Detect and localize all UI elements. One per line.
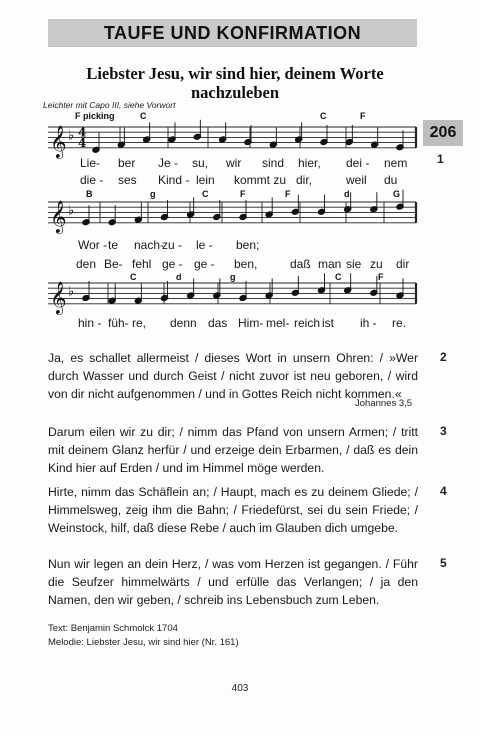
chord-symbol: F — [240, 189, 246, 199]
flat-sign: ♭ — [68, 128, 75, 144]
stanza-number-4: 4 — [440, 484, 447, 498]
lyric-syllable: daß — [290, 257, 311, 271]
lyric-syllable: re. — [392, 316, 407, 330]
credits-text: Text: Benjamin Schmolck 1704 — [48, 623, 178, 634]
credits-melody: Melodie: Liebster Jesu, wir sind hier (Nr. 161) — [48, 637, 239, 648]
lyric-syllable: le - — [196, 238, 213, 252]
treble-clef: 𝄞 — [50, 280, 67, 314]
lyric-syllable: mel- — [266, 316, 290, 330]
treble-clef: 𝄞 — [50, 199, 67, 233]
chord-symbol: g — [150, 189, 156, 199]
treble-clef: 𝄞 — [50, 124, 67, 158]
lyric-syllable: re, — [132, 316, 147, 330]
lyric-syllable: ben, — [234, 257, 258, 271]
lyric-syllable: hin - — [78, 316, 102, 330]
verse-2-reference: Johannes 3,5 — [355, 398, 413, 409]
lyric-syllable: reich — [294, 316, 321, 330]
lyric-syllable: Lie- — [80, 156, 101, 170]
lyric-syllable: nach- — [134, 238, 165, 252]
chord-symbol: F — [285, 189, 291, 199]
lyric-syllable: su, — [192, 156, 209, 170]
time-signature-bottom: 4 — [78, 135, 87, 150]
lyric-syllable: ben; — [236, 238, 260, 252]
lyric-syllable: das — [208, 316, 228, 330]
lyric-syllable: zu - — [162, 238, 183, 252]
lyric-syllable: sind — [262, 156, 285, 170]
song-number-badge: 206 — [423, 120, 463, 146]
stanza-number-2: 2 — [440, 350, 447, 364]
lyric-syllable: ge - — [162, 257, 183, 271]
stanza-number-5: 5 — [440, 556, 447, 570]
lyric-syllable: ist — [322, 316, 334, 330]
chord-symbol: C — [320, 111, 327, 121]
flat-sign: ♭ — [68, 284, 75, 300]
lyric-syllable: hier, — [298, 156, 321, 170]
chord-symbol: g — [230, 272, 236, 282]
lyric-syllable: Him- — [238, 316, 264, 330]
chord-symbol: C — [335, 272, 342, 282]
lyric-syllable: ge - — [194, 257, 215, 271]
lyric-syllable: ih - — [360, 316, 377, 330]
page-number: 403 — [231, 683, 249, 694]
lyric-syllable: te — [108, 238, 119, 252]
section-header: TAUFE UND KONFIRMATION — [103, 23, 362, 43]
lyric-syllable: dei - — [346, 156, 370, 170]
lyric-syllable: sie — [346, 257, 362, 271]
lyric-syllable: fehl — [132, 257, 152, 271]
flat-sign: ♭ — [68, 203, 75, 219]
lyric-syllable: man — [318, 257, 342, 271]
arrangement-note: Leichter mit Capo III, siehe Vorwort — [43, 100, 176, 110]
chord-symbol: d — [176, 272, 182, 282]
chord-symbol: B — [86, 189, 93, 199]
lyric-syllable: Kind - — [158, 173, 190, 187]
lyric-syllable: dir — [396, 257, 410, 271]
chord-symbol: d — [344, 189, 350, 199]
chord-symbol: F picking — [75, 111, 115, 121]
lyric-syllable: wir — [226, 156, 242, 170]
chord-symbol: F — [360, 111, 366, 121]
verse-3: Darum eilen wir zu dir; / nimm das Pfand von unsern Armen; / tritt mit deinem Glanz herfür / und erzeige dein Erbarmen, / daß es dein Kind hier auf Erden / und im Himmel möge werden. — [48, 425, 418, 475]
lyric-syllable: den — [76, 257, 97, 271]
stanza-number-3: 3 — [440, 424, 447, 438]
lyric-syllable: ses — [118, 173, 137, 187]
lyric-syllable: weil — [346, 173, 367, 187]
chord-symbol: G — [393, 189, 401, 199]
lyric-syllable: Be- — [104, 257, 123, 271]
lyric-syllable: ber — [118, 156, 136, 170]
lyric-syllable: denn — [170, 316, 197, 330]
lyric-syllable: zu — [370, 257, 383, 271]
chord-symbol: C — [202, 189, 209, 199]
lyric-syllable: lein — [196, 173, 215, 187]
lyric-syllable: Je - — [158, 156, 179, 170]
lyric-syllable: füh- — [108, 316, 129, 330]
lyric-syllable: dir, — [296, 173, 313, 187]
chord-symbol: C — [130, 272, 137, 282]
chord-symbol: C — [140, 111, 147, 121]
time-signature-top: 4 — [78, 125, 87, 140]
credits — [48, 622, 239, 650]
lyric-syllable: du — [384, 173, 398, 187]
lyric-syllable: nem — [384, 156, 408, 170]
lyric-syllable: die - — [80, 173, 104, 187]
verse-4: Hirte, nimm das Schäflein an; / Haupt, mach es zu deinem Gliede; / Himmelsweg, zeig ihm die Bahn; / Friedefürst, sei du sein Friede; / Weinstock, hilf, daß diese Rebe / auch im Glauben dich umgebe. — [48, 485, 418, 535]
music-staves — [0, 0, 480, 340]
stanza-number-1: 1 — [437, 152, 444, 166]
song-title: Liebster Jesu, wir sind hier, deinem Worte nachzuleben — [86, 64, 384, 102]
lyric-syllable: kommt zu — [234, 173, 287, 187]
chord-symbol: F — [378, 272, 384, 282]
verse-5: Nun wir legen an dein Herz, / was vom Herzen ist gegangen. / Führ die Seufzer himmelwärts / und erfülle das Verlangen; / ja den Namen, den wir geben, / schreib ins Lebensbuch zum Leben. — [48, 557, 418, 607]
lyric-syllable: Wor - — [78, 238, 108, 252]
verse-2: Ja, es schallet allermeist / dieses Wort in unsern Ohren: / »Wer durch Wasser und durch Geist / nicht zuvor ist neu geboren, / wird von dir nicht aufgenommen / und in Gottes Reich nicht kommen.« — [48, 351, 418, 401]
